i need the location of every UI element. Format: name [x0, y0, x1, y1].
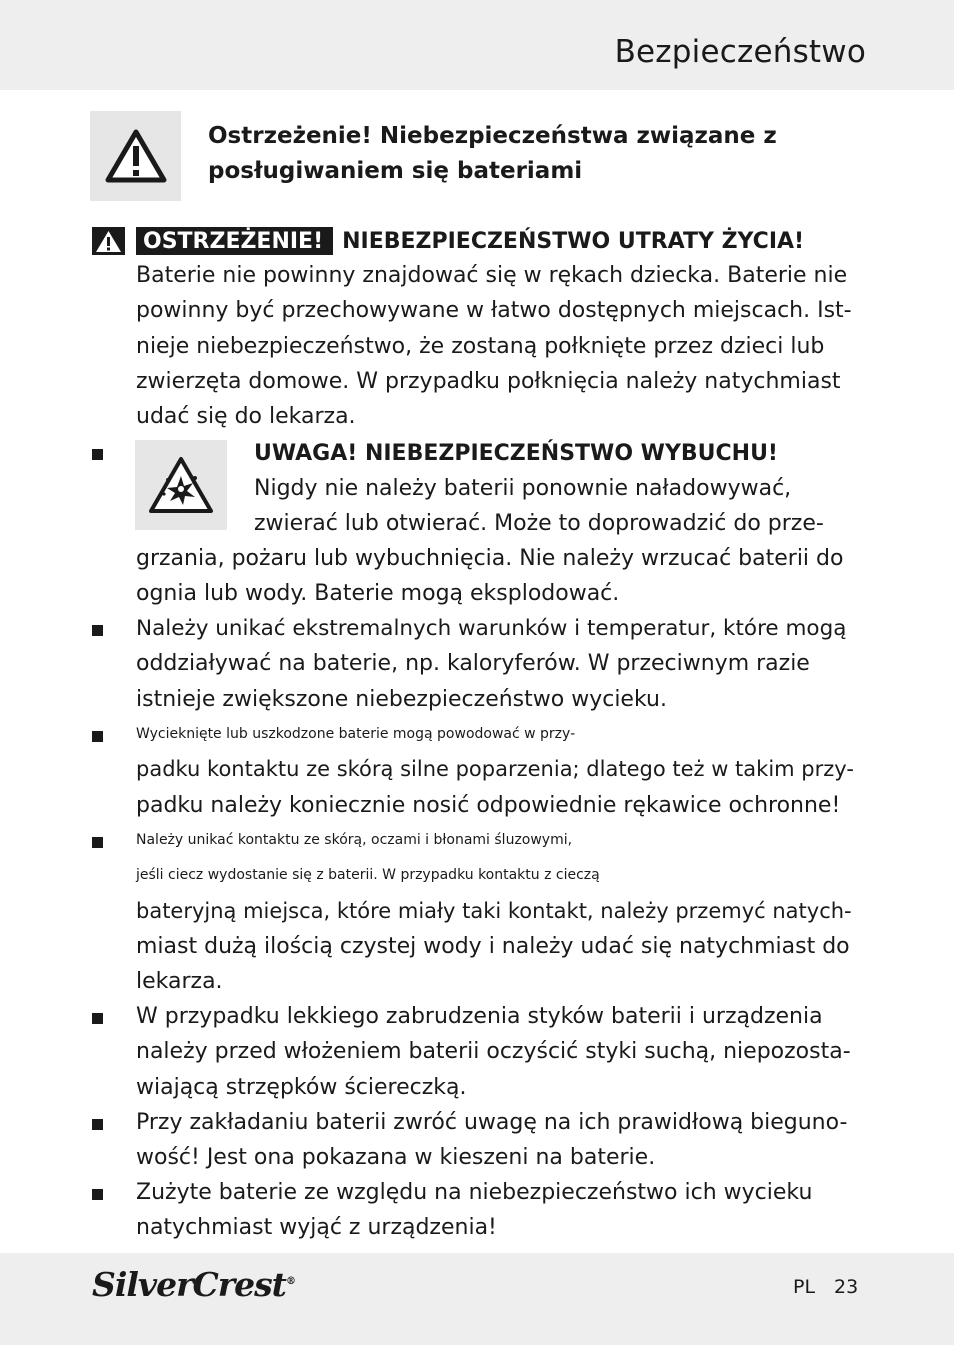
bullet-text [136, 999, 851, 1105]
language-code: PL [793, 1276, 816, 1298]
text-line: zwierać lub otwierać. Może to doprowadzić do prze- [254, 511, 824, 537]
text-line: W przypadku lekkiego zabrudzenia styków baterii i urządzenia [136, 1004, 823, 1029]
text-line: ognia lub wody. Baterie mogą eksplodować. [136, 581, 620, 607]
explosion-heading: UWAGA! NIEBEZPIECZEŃSTWO WYBUCHU! [254, 441, 778, 466]
text-line: Baterie nie powinny znajdować się w rękach dziecka. Baterie nie [136, 263, 848, 288]
text-line: bateryjną miejsca, które miały taki kontakt, należy przemyć natych- [136, 898, 852, 923]
text-line: istnieje zwiększone niebezpieczeństwo wycieku. [136, 686, 667, 712]
brand-logo [92, 1265, 295, 1304]
bullet-marker [92, 731, 103, 742]
explosion-text-block [254, 436, 824, 542]
section-heading-line-2: posługiwaniem się bateriami [208, 158, 583, 184]
text-line: miast dużą ilością czystej wody i należy udać się natychmiast do [136, 933, 850, 959]
warning-heading: NIEBEZPIECZEŃSTWO UTRATY ŻYCIA! [342, 228, 805, 254]
warning-heading-line [92, 226, 804, 256]
registered-mark: ® [285, 1276, 295, 1287]
bullet-marker [92, 449, 103, 460]
text-line: natychmiast wyjąć z urządzenia! [136, 1215, 497, 1241]
warning-triangle-icon [90, 111, 181, 201]
text-line: Należy unikać kontaktu ze skórą, oczami i błonami śluzowymi, [136, 832, 573, 848]
text-line: padku kontaktu ze skórą silne poparzenia; dlatego też w takim przy- [136, 757, 854, 782]
small-warning-triangle-icon [92, 227, 125, 255]
text-line: zwierzęta domowe. W przypadku połknięcia należy natychmiast [136, 368, 841, 394]
text-line: nieje niebezpieczeństwo, że zostaną połknięte przez dzieci lub [136, 333, 825, 359]
bullet-text [136, 1175, 812, 1246]
page-title: Bezpieczeństwo [614, 34, 866, 70]
bullet-text [136, 1105, 847, 1176]
text-line: wość! Jest ona pokazana w kieszeni na baterie. [136, 1145, 656, 1171]
text-line: Przy zakładaniu baterii zwróć uwagę na ich prawidłową bieguno- [136, 1110, 848, 1135]
page-header [0, 0, 954, 90]
text-line: udać się do lekarza. [136, 404, 356, 430]
explosion-text [136, 541, 843, 612]
text-line: powinny być przechowywane w łatwo dostępnych miejscach. Ist- [136, 298, 852, 324]
bullet-marker [92, 1119, 103, 1130]
text-line: wiającą strzępków ściereczką. [136, 1074, 467, 1100]
text-line: Nigdy nie należy baterii ponownie naładowywać, [254, 476, 792, 501]
text-line: należy przed włożeniem baterii oczyścić styki suchą, niepozosta- [136, 1039, 851, 1065]
page-number: 23 [834, 1276, 859, 1298]
bullet-marker [92, 837, 103, 848]
text-line: padku należy koniecznie nosić odpowiednie rękawice ochronne! [136, 792, 841, 818]
text-line: Wycieknięte lub uszkodzone baterie mogą powodować w przy- [136, 726, 576, 742]
text-line: Zużyte baterie ze względu na niebezpieczeństwo ich wycieku [136, 1180, 813, 1205]
text-line: Należy unikać ekstremalnych warunków i temperatur, które mogą [136, 616, 847, 641]
bullet-text [136, 823, 852, 999]
explosion-hazard-icon [135, 440, 227, 530]
text-line: lekarza. [136, 969, 223, 995]
text-line: jeśli ciecz wydostanie się z baterii. W przypadku kontaktu z cieczą [136, 867, 600, 884]
warning-badge: OSTRZEŻENIE! [136, 227, 333, 255]
bullet-marker [92, 625, 103, 636]
section-heading-line-1: Ostrzeżenie! Niebezpieczeństwa związane z [208, 123, 777, 149]
brand-logo-text: SilverCrest [92, 1265, 286, 1304]
text-line: grzania, pożaru lub wybuchnięcia. Nie należy wrzucać baterii do [136, 546, 844, 571]
bullet-text [136, 717, 854, 823]
bullet-text [136, 611, 846, 717]
warning-text [136, 258, 852, 434]
bullet-marker [92, 1189, 103, 1200]
bullet-marker [92, 1013, 103, 1024]
section-heading [208, 119, 908, 189]
text-line: oddziaływać na baterie, np. kaloryferów. W przeciwnym razie [136, 651, 810, 677]
